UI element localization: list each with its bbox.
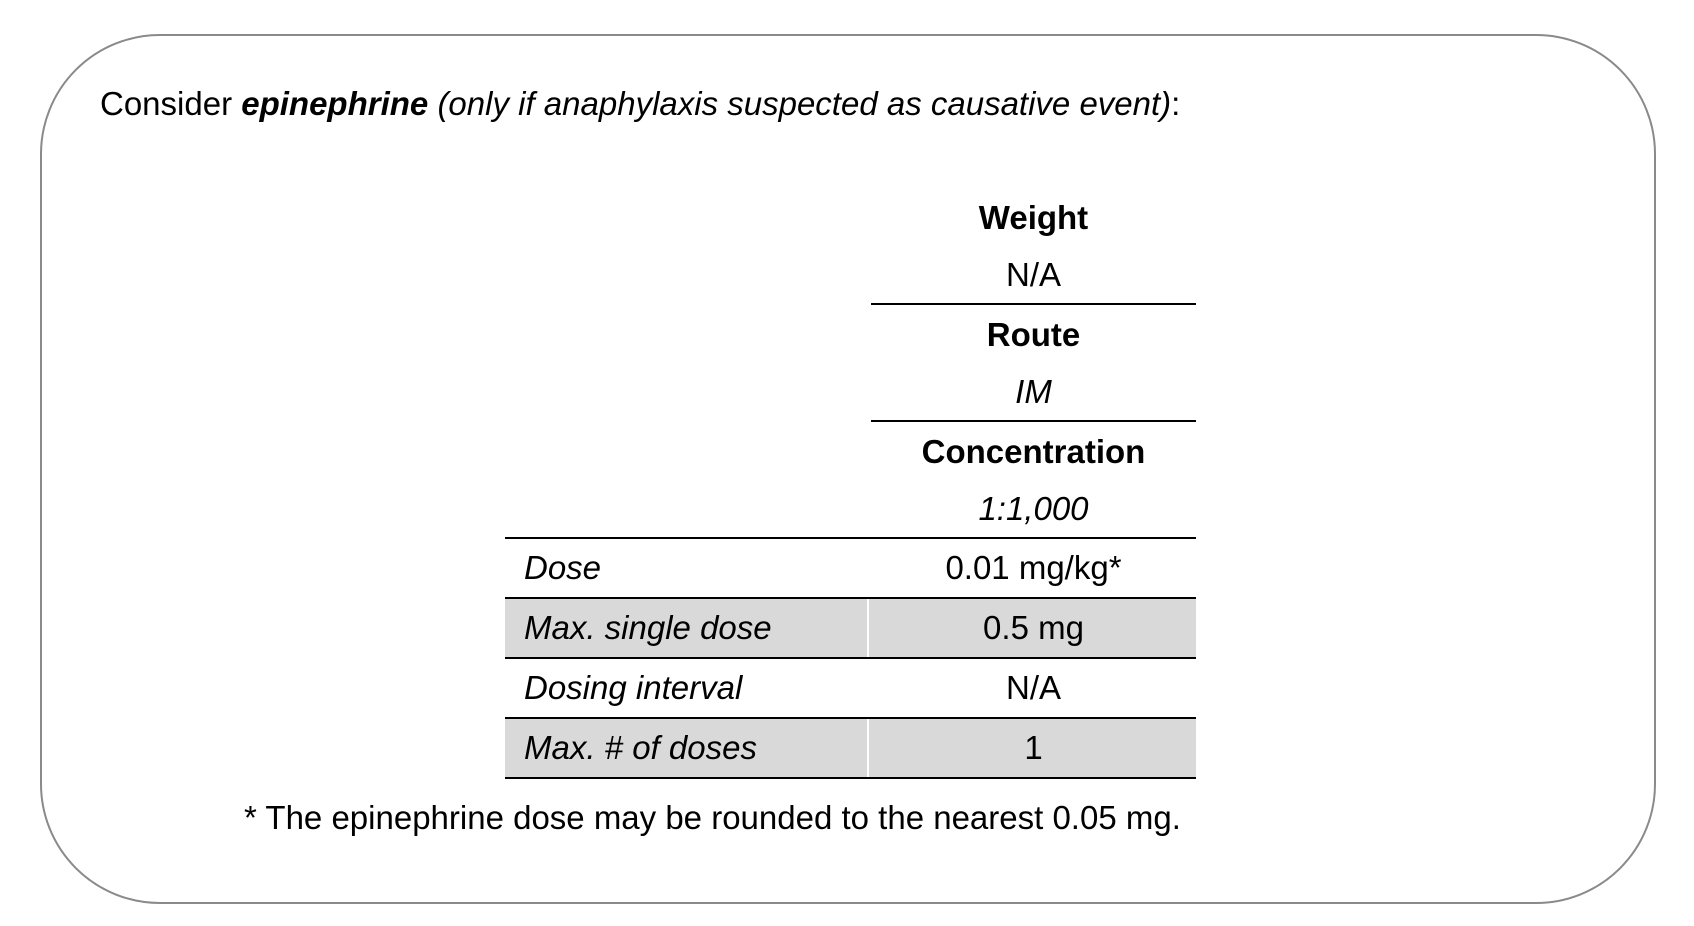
route-value: IM (1015, 373, 1052, 410)
concentration-header: Concentration (921, 433, 1146, 470)
table-row (505, 659, 1196, 717)
intro-text (100, 82, 1180, 126)
column-separator (867, 599, 869, 657)
drug-name: epinephrine (241, 85, 429, 122)
route-header: Route (986, 316, 1081, 353)
column-separator (867, 719, 869, 777)
divider (871, 420, 1196, 422)
row-label: Max. # of doses (524, 729, 757, 766)
footnote: * The epinephrine dose may be rounded to the nearest 0.05 mg. (244, 799, 1181, 836)
row-label: Dose (524, 549, 602, 586)
row-value: 0.5 mg (983, 609, 1084, 646)
row-label: Max. single dose (524, 609, 772, 646)
table-row (505, 719, 1196, 777)
table-row (505, 539, 1196, 597)
intro-prefix: Consider (100, 85, 242, 122)
intro-suffix: : (1171, 85, 1181, 122)
row-value: N/A (1005, 669, 1061, 706)
divider (871, 303, 1196, 305)
concentration-value: 1:1,000 (978, 490, 1089, 527)
condition-note: (only if anaphylaxis suspected as causative event) (437, 85, 1172, 122)
row-value: 1 (1024, 729, 1043, 766)
divider (505, 777, 1196, 779)
row-value: 0.01 mg/kg* (945, 549, 1122, 586)
table-row (505, 599, 1196, 657)
weight-header: Weight (978, 199, 1089, 236)
weight-value: N/A (1005, 256, 1061, 293)
row-label: Dosing interval (524, 669, 743, 706)
